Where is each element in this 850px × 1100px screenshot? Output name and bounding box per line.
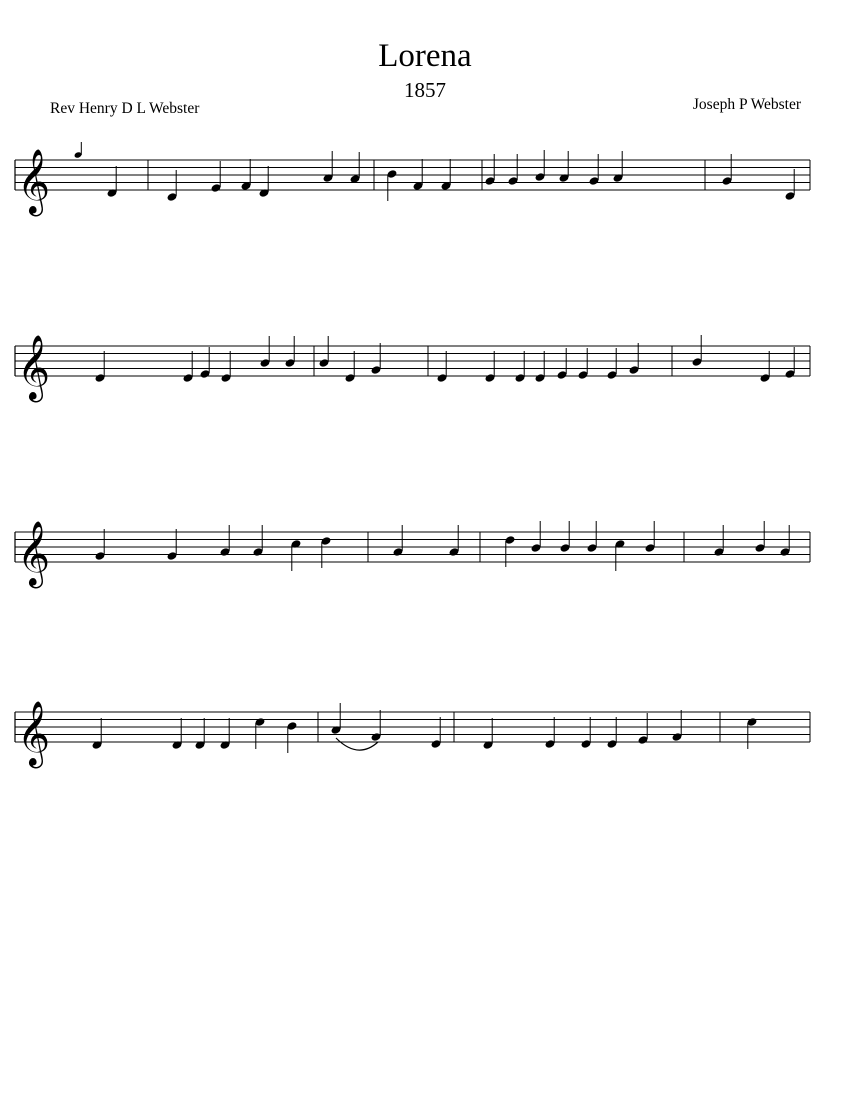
tie-slur	[336, 738, 378, 750]
score-year: 1857	[404, 78, 446, 102]
treble-clef-icon: 𝄞	[17, 335, 51, 400]
treble-clef-icon: 𝄞	[17, 701, 51, 766]
treble-clef-icon: 𝄞	[17, 521, 51, 586]
composer-credit: Joseph P Webster	[692, 96, 801, 113]
lyricist-credit: Rev Henry D L Webster	[50, 100, 200, 117]
treble-clef-icon: 𝄞	[17, 149, 51, 214]
score-title: Lorena	[378, 38, 472, 74]
